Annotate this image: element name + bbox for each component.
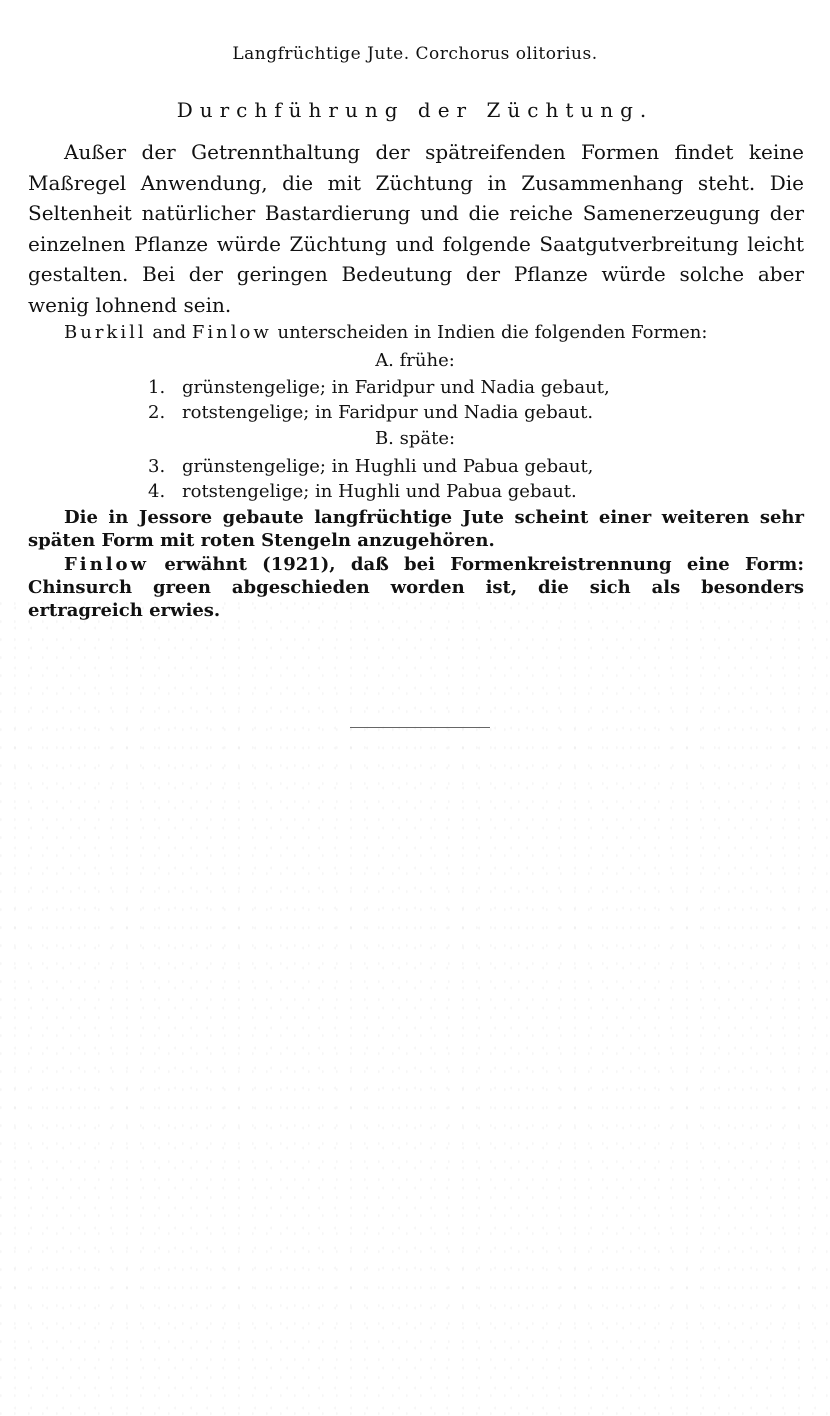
paragraph-text: Die in Jessore gebaute langfrüchtige Jute scheint einer weiteren sehr späten Form mit roten Stengeln anzugehören. xyxy=(28,507,804,551)
list-item xyxy=(148,375,748,400)
author-name: Finlow xyxy=(191,322,272,343)
paragraph-text: Außer der Getrennthaltung der spätreifenden Formen findet keine Maßregel Anwendung, die mit Züchtung in Zusammenhang steht. Die Seltenheit natürlicher Bastardierung und die reiche Samenerzeugung der einzelnen Pflanze würde Züchtung und folgende Saatgutverbreitung leicht gestalten. Bei der geringen Bedeutung der Pflanze würde solche aber wenig lohnend sein. xyxy=(28,140,804,317)
paragraph-jessore xyxy=(28,506,804,552)
section-title: Durchführung der Züchtung. xyxy=(176,98,654,122)
author-name: Finlow xyxy=(64,554,150,575)
group-b-list xyxy=(148,454,748,504)
list-item xyxy=(148,400,748,425)
item-number: 4. xyxy=(148,481,166,502)
item-number: 1. xyxy=(148,377,166,398)
group-b-heading: B. späte: xyxy=(374,428,456,449)
paragraph-rest: erwähnt (1921), daß bei Formenkreistrennung eine Form: Chinsurch green abgeschieden worden ist, die sich als besonders ertragreich erwies. xyxy=(28,554,804,621)
list-item xyxy=(148,479,748,504)
list-item xyxy=(148,454,748,479)
paper-texture xyxy=(0,600,830,1416)
item-text: grünstengelige; in Faridpur und Nadia gebaut, xyxy=(182,377,610,398)
group-a-heading: A. frühe: xyxy=(375,350,455,371)
item-text: grünstengelige; in Hughli und Pabua gebaut, xyxy=(182,456,594,477)
group-a-list xyxy=(148,375,748,425)
conjunction: and xyxy=(146,322,192,343)
paragraph-rest: unterscheiden in Indien die folgenden Formen: xyxy=(271,322,708,343)
paragraph-breeding xyxy=(28,137,804,320)
paragraph-text xyxy=(28,553,804,622)
author-name: Burkill xyxy=(64,322,147,343)
running-head: Langfrüchtige Jute. Corchorus olitorius. xyxy=(232,44,598,64)
paragraph-forms-intro xyxy=(28,320,804,346)
item-number: 2. xyxy=(148,402,166,423)
paragraph-finlow xyxy=(28,553,804,622)
item-number: 3. xyxy=(148,456,166,477)
paragraph-text xyxy=(28,320,804,346)
item-text: rotstengelige; in Faridpur und Nadia gebaut. xyxy=(182,402,594,423)
item-text: rotstengelige; in Hughli und Pabua gebaut. xyxy=(182,481,577,502)
section-divider xyxy=(350,727,490,728)
